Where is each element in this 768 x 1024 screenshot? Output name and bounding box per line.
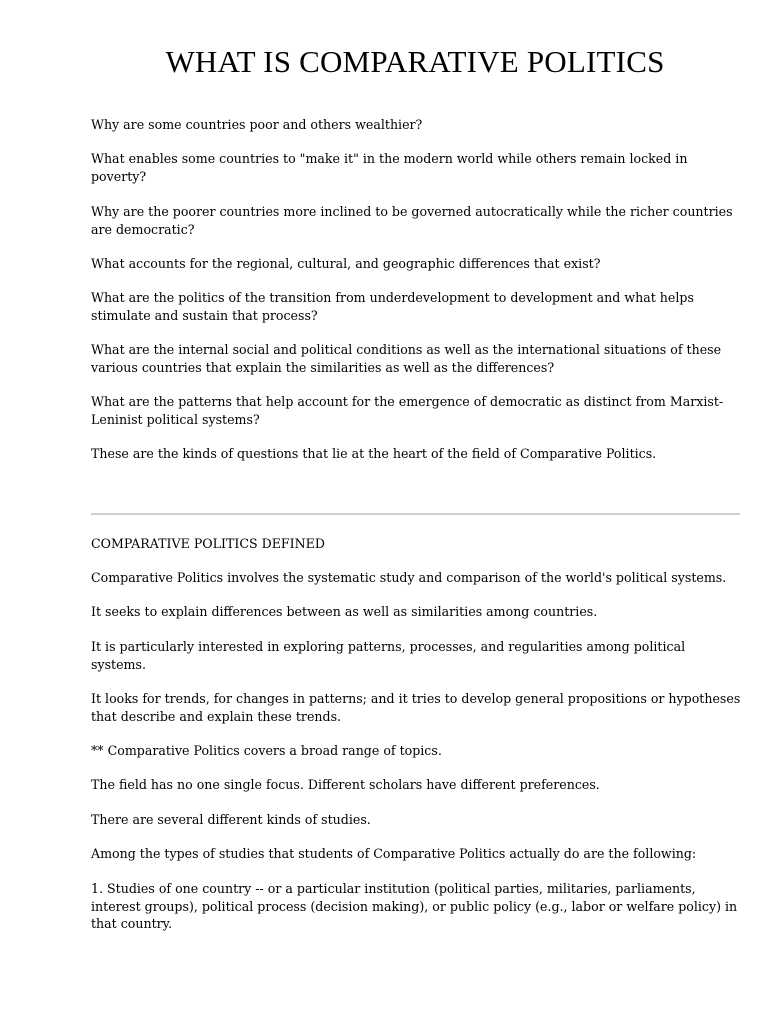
intro-paragraph-7: What are the patterns that help account for the emergence of democratic as distinct from Marxist-Leninist political systems? (91, 394, 724, 427)
section-paragraph-2: It seeks to explain differences between as well as similarities among countries. (91, 604, 598, 619)
section-paragraph-9: 1. Studies of one country -- or a particular institution (political parties, militaries, parliaments, interest groups), political process (decision making), or public policy (e.g., labor or welfare policy) in that country. (91, 881, 738, 931)
intro-summary: These are the kinds of questions that lie at the heart of the field of Comparative Politics. (91, 446, 657, 461)
intro-paragraph-3: Why are the poorer countries more inclined to be governed autocratically while the richer countries are democratic? (91, 204, 733, 237)
section-paragraph-7: There are several different kinds of studies. (91, 812, 371, 827)
section-paragraph-4: It looks for trends, for changes in patterns; and it tries to develop general propositions or hypotheses that describe and explain these trends. (91, 691, 741, 724)
intro-paragraph-6: What are the internal social and political conditions as well as the international situations of these various countries that explain the similarities as well as the differences? (91, 342, 722, 375)
section-paragraph-5: ** Comparative Politics covers a broad range of topics. (91, 743, 442, 758)
section-paragraph-3: It is particularly interested in exploring patterns, processes, and regularities among political systems. (91, 639, 686, 672)
intro-paragraph-5: What are the politics of the transition from underdevelopment to development and what helps stimulate and sustain that process? (91, 290, 694, 323)
intro-paragraph-1: Why are some countries poor and others wealthier? (91, 117, 423, 132)
intro-paragraph-4: What accounts for the regional, cultural, and geographic differences that exist? (91, 256, 601, 271)
intro-paragraph-2: What enables some countries to "make it" in the modern world while others remain locked in poverty? (91, 151, 688, 184)
section-paragraph-8: Among the types of studies that students of Comparative Politics actually do are the following: (91, 846, 697, 861)
section-paragraph-6: The field has no one single focus. Different scholars have different preferences. (91, 777, 600, 792)
page-title: WHAT IS COMPARATIVE POLITICS (165, 44, 665, 79)
section-heading: COMPARATIVE POLITICS DEFINED (91, 536, 325, 551)
section-paragraph-1: Comparative Politics involves the systematic study and comparison of the world's political systems. (91, 570, 727, 585)
section-divider (91, 513, 740, 515)
